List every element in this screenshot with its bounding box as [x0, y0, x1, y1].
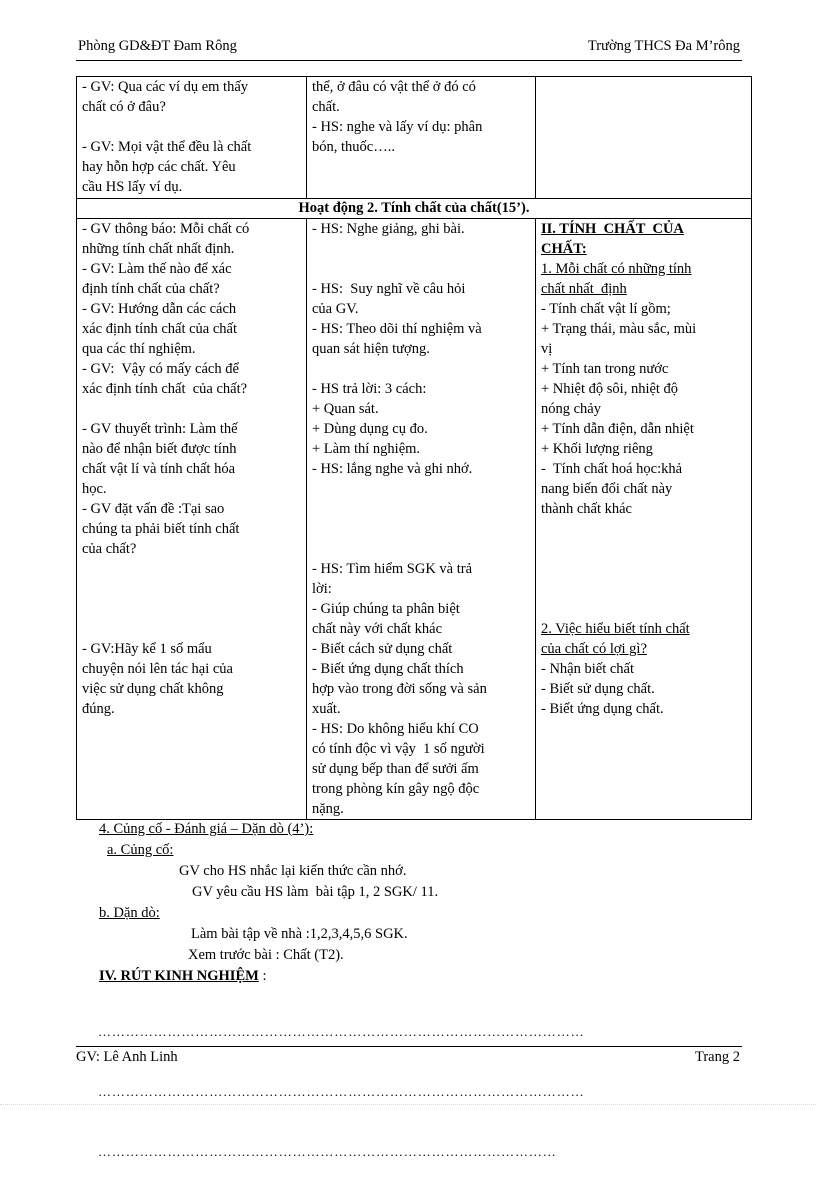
page-break-divider [0, 1104, 816, 1105]
experience-line: ……………………………………………………………………………………… [98, 1144, 557, 1159]
content-body-2: - Nhận biết chất - Biết sử dụng chất. - Biết ứng dụng chất. [541, 661, 664, 717]
consolidation-a-line2: GV yêu cầu HS làm bài tập 1, 2 SGK/ 11. [192, 884, 439, 900]
student-cell: thể, ở đâu có vật thể ở đó có chất. - HS: nghe và lấy ví dụ: phân bón, thuốc….. [307, 77, 536, 199]
consolidation-b-label: b. Dặn dò: [99, 905, 160, 921]
teacher-cell: - GV: Qua các ví dụ em thấy chất có ở đâu? - GV: Mọi vật thể đều là chất hay hỗn hợp các chất. Yêu cầu HS lấy ví dụ. [77, 77, 307, 199]
content-subheading-1: 1. Mỗi chất có những tính chất nhất định [541, 261, 692, 297]
consolidation-heading: 4. Củng cố - Đánh giá – Dặn dò (4’): [99, 821, 314, 837]
experience-line: …………………………………………………………………………………………… [98, 1024, 585, 1039]
table-row [77, 77, 752, 199]
activity-heading: Hoạt động 2. Tính chất của chất(15’). [77, 199, 752, 219]
consolidation-a-label: a. Củng cố: [107, 842, 174, 858]
experience-line: …………………………………………………………………………………………… [98, 1084, 585, 1099]
experience-heading: IV. RÚT KINH NGHIỆM [99, 968, 259, 984]
header-school: Trường THCS Đa M’rông [587, 38, 740, 54]
content-cell [536, 219, 752, 820]
consolidation-b-line1: Làm bài tập về nhà :1,2,3,4,5,6 SGK. [191, 926, 408, 942]
page-header [76, 38, 742, 61]
activity-heading-row [77, 199, 752, 219]
consolidation-a-line1: GV cho HS nhắc lại kiến thức cần nhớ. [179, 863, 407, 879]
content-cell [536, 77, 752, 199]
lesson-table [76, 76, 752, 820]
content-body-1: - Tính chất vật lí gồm; + Trạng thái, màu sắc, mùi vị + Tính tan trong nước + Nhiệt độ sôi, nhiệt độ nóng chảy + Tính dẫn điện, dẫn nhiệt + Khối lượng riêng - Tính chất hoá học:khả nang biến đổi chất này thành chất khác [541, 301, 697, 517]
footer-teacher: GV: Lê Anh Linh [76, 1049, 178, 1065]
consolidation-section [99, 819, 749, 987]
experience-heading-colon: : [258, 968, 267, 984]
teacher-cell: - GV thông báo: Mỗi chất có những tính chất nhất định. - GV: Làm thế nào để xác định tính chất của chất? - GV: Hướng dẫn các cách xác định tính chất của chất qua các thí nghiệm. - GV: Vậy có mấy cách để xác định tính chất của chất? - GV thuyết trình: Làm thế nào để nhận biết được tính chất vật lí và tính chất hóa học. - GV đặt vấn đề :Tại sao chúng ta phải biết tính chất của chất? - GV:Hãy kể 1 số mẩu chuyện nói lên tác hại của việc sử dụng chất không đúng. [77, 219, 307, 820]
header-department: Phòng GD&ĐT Đam Rông [78, 38, 237, 54]
page-footer [76, 1046, 742, 1069]
footer-page-number: Trang 2 [695, 1049, 740, 1065]
student-cell: - HS: Nghe giảng, ghi bài. - HS: Suy nghĩ về câu hỏi của GV. - HS: Theo dõi thí nghiệm và quan sát hiện tượng. - HS trả lời: 3 cách: + Quan sát. + Dùng dụng cụ đo. + Làm thí nghiệm. - HS: lắng nghe và ghi nhớ. - HS: Tìm hiểm SGK và trả lời: - Giúp chúng ta phân biệt chất này với chất khác - Biết cách sử dụng chất - Biết ứng dụng chất thích hợp vào trong đời sống và sản xuất. - HS: Do không hiểu khí CO có tính độc vì vậy 1 số người sử dụng bếp than để sưởi ấm trong phòng kín gây ngộ độc nặng. [307, 219, 536, 820]
content-subheading-2: 2. Việc hiểu biết tính chất của chất có lợi gì? [541, 621, 690, 657]
table-row [77, 219, 752, 820]
content-section-heading: II. TÍNH CHẤT CỦA CHẤT: [541, 221, 684, 257]
consolidation-b-line2: Xem trước bài : Chất (T2). [188, 947, 344, 963]
experience-lines [98, 982, 585, 1182]
